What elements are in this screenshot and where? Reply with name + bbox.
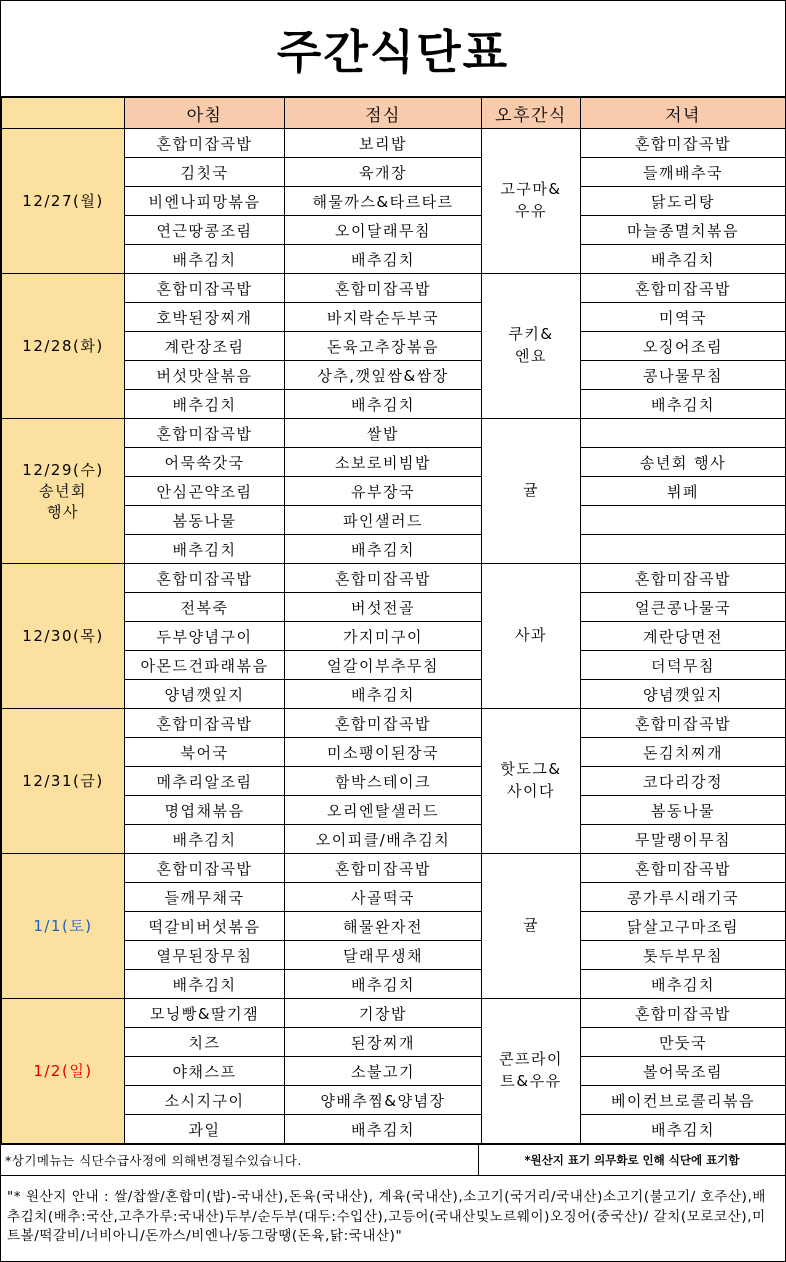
lunch-item: 양배추찜&양념장 bbox=[285, 1086, 482, 1115]
breakfast-item: 어묵쑥갓국 bbox=[125, 448, 285, 477]
dinner-item: 배추김치 bbox=[581, 390, 786, 419]
lunch-item: 해물완자전 bbox=[285, 912, 482, 941]
header-breakfast: 아침 bbox=[125, 98, 285, 129]
dinner-item: 배추김치 bbox=[581, 1115, 786, 1144]
snack-item: 귤 bbox=[482, 854, 581, 999]
lunch-item: 바지락순두부국 bbox=[285, 303, 482, 332]
breakfast-item: 배추김치 bbox=[125, 535, 285, 564]
lunch-item: 소보로비빔밥 bbox=[285, 448, 482, 477]
breakfast-item: 과일 bbox=[125, 1115, 285, 1144]
breakfast-item: 혼합미잡곡밥 bbox=[125, 564, 285, 593]
snack-item: 귤 bbox=[482, 419, 581, 564]
dinner-item: 혼합미잡곡밥 bbox=[581, 274, 786, 303]
dinner-item: 무말랭이무침 bbox=[581, 825, 786, 854]
dinner-item bbox=[581, 419, 786, 448]
breakfast-item: 배추김치 bbox=[125, 970, 285, 999]
lunch-item: 배추김치 bbox=[285, 390, 482, 419]
day-label: 12/31(금) bbox=[2, 709, 125, 854]
weekly-menu-table bbox=[1, 97, 786, 1144]
lunch-item: 배추김치 bbox=[285, 970, 482, 999]
lunch-item: 배추김치 bbox=[285, 245, 482, 274]
dinner-item: 베이컨브로콜리볶음 bbox=[581, 1086, 786, 1115]
lunch-item: 혼합미잡곡밥 bbox=[285, 274, 482, 303]
change-notice: *상기메뉴는 식단수급사정에 의해변경될수있습니다. bbox=[1, 1145, 479, 1175]
dinner-item: 혼합미잡곡밥 bbox=[581, 564, 786, 593]
snack-item: 사과 bbox=[482, 564, 581, 709]
breakfast-item: 호박된장찌개 bbox=[125, 303, 285, 332]
day-label: 1/1(토) bbox=[2, 854, 125, 999]
lunch-item: 미소팽이된장국 bbox=[285, 738, 482, 767]
dinner-item: 혼합미잡곡밥 bbox=[581, 709, 786, 738]
breakfast-item: 봄동나물 bbox=[125, 506, 285, 535]
breakfast-item: 혼합미잡곡밥 bbox=[125, 274, 285, 303]
lunch-item: 유부장국 bbox=[285, 477, 482, 506]
day-label: 1/2(일) bbox=[2, 999, 125, 1144]
dinner-item: 혼합미잡곡밥 bbox=[581, 854, 786, 883]
breakfast-item: 들깨무채국 bbox=[125, 883, 285, 912]
day-label: 12/30(목) bbox=[2, 564, 125, 709]
menu-row bbox=[2, 999, 786, 1028]
breakfast-item: 안심곤약조림 bbox=[125, 477, 285, 506]
lunch-item: 돈육고추장볶음 bbox=[285, 332, 482, 361]
breakfast-item: 김칫국 bbox=[125, 158, 285, 187]
dinner-item: 얼큰콩나물국 bbox=[581, 593, 786, 622]
dinner-item: 송년회 행사 bbox=[581, 448, 786, 477]
dinner-item: 닭도리탕 bbox=[581, 187, 786, 216]
lunch-item: 달래무생채 bbox=[285, 941, 482, 970]
breakfast-item: 양념깻잎지 bbox=[125, 680, 285, 709]
dinner-item: 혼합미잡곡밥 bbox=[581, 999, 786, 1028]
dinner-item: 미역국 bbox=[581, 303, 786, 332]
lunch-item: 육개장 bbox=[285, 158, 482, 187]
notes-row bbox=[1, 1144, 785, 1176]
lunch-item: 배추김치 bbox=[285, 680, 482, 709]
dinner-item: 콩나물무침 bbox=[581, 361, 786, 390]
menu-body bbox=[2, 129, 786, 1144]
lunch-item: 혼합미잡곡밥 bbox=[285, 854, 482, 883]
dinner-item: 돈김치찌개 bbox=[581, 738, 786, 767]
breakfast-item: 배추김치 bbox=[125, 245, 285, 274]
breakfast-item: 열무된장무침 bbox=[125, 941, 285, 970]
day-label: 12/27(월) bbox=[2, 129, 125, 274]
snack-item: 핫도그& 사이다 bbox=[482, 709, 581, 854]
lunch-item: 얼갈이부추무침 bbox=[285, 651, 482, 680]
header-snack: 오후간식 bbox=[482, 98, 581, 129]
dinner-item: 더덕무침 bbox=[581, 651, 786, 680]
breakfast-item: 치즈 bbox=[125, 1028, 285, 1057]
dinner-item: 오징어조림 bbox=[581, 332, 786, 361]
origin-info: "* 원산지 안내 : 쌀/찹쌀/혼합미(밥)-국내산),돈육(국내산), 계육(국내산),소고기(국거리/국내산)소고기(불고기/ 호주산),배추김치(배추:국산,고추가루:국내산)두부/순두부(대두:수입산),고등어(국내산및노르웨이)오징어(중국산)/ 갈치(모로코산),미트볼/떡갈비/너비아니/돈까스/비엔나/동그랑땡(돈육,닭:국내산)" bbox=[7, 1189, 767, 1245]
breakfast-item: 연근땅콩조림 bbox=[125, 216, 285, 245]
lunch-item: 배추김치 bbox=[285, 1115, 482, 1144]
menu-row bbox=[2, 274, 786, 303]
menu-row bbox=[2, 709, 786, 738]
lunch-item: 상추,깻잎쌈&쌈장 bbox=[285, 361, 482, 390]
breakfast-item: 명엽채볶음 bbox=[125, 796, 285, 825]
breakfast-item: 전복죽 bbox=[125, 593, 285, 622]
dinner-item: 배추김치 bbox=[581, 970, 786, 999]
breakfast-item: 모닝빵&딸기잼 bbox=[125, 999, 285, 1028]
snack-item: 쿠키& 엔요 bbox=[482, 274, 581, 419]
lunch-item: 사골떡국 bbox=[285, 883, 482, 912]
breakfast-item: 혼합미잡곡밥 bbox=[125, 419, 285, 448]
dinner-item: 들깨배추국 bbox=[581, 158, 786, 187]
breakfast-item: 아몬드건파래볶음 bbox=[125, 651, 285, 680]
lunch-item: 함박스테이크 bbox=[285, 767, 482, 796]
dinner-item: 계란당면전 bbox=[581, 622, 786, 651]
dinner-item: 닭살고구마조림 bbox=[581, 912, 786, 941]
lunch-item: 된장찌개 bbox=[285, 1028, 482, 1057]
menu-row bbox=[2, 564, 786, 593]
dinner-item bbox=[581, 506, 786, 535]
menu-row bbox=[2, 129, 786, 158]
header-lunch: 점심 bbox=[285, 98, 482, 129]
breakfast-item: 배추김치 bbox=[125, 825, 285, 854]
day-label: 12/29(수) 송년회 행사 bbox=[2, 419, 125, 564]
breakfast-item: 두부양념구이 bbox=[125, 622, 285, 651]
breakfast-item: 메추리알조림 bbox=[125, 767, 285, 796]
day-label: 12/28(화) bbox=[2, 274, 125, 419]
lunch-item: 오이피클/배추김치 bbox=[285, 825, 482, 854]
dinner-item: 배추김치 bbox=[581, 245, 786, 274]
breakfast-item: 버섯맛살볶음 bbox=[125, 361, 285, 390]
breakfast-item: 야채스프 bbox=[125, 1057, 285, 1086]
lunch-item: 가지미구이 bbox=[285, 622, 482, 651]
snack-item: 콘프라이 트&우유 bbox=[482, 999, 581, 1144]
dinner-item: 만둣국 bbox=[581, 1028, 786, 1057]
lunch-item: 오이달래무침 bbox=[285, 216, 482, 245]
breakfast-item: 혼합미잡곡밥 bbox=[125, 709, 285, 738]
breakfast-item: 혼합미잡곡밥 bbox=[125, 854, 285, 883]
lunch-item: 기장밥 bbox=[285, 999, 482, 1028]
dinner-item: 혼합미잡곡밥 bbox=[581, 129, 786, 158]
dinner-item: 양념깻잎지 bbox=[581, 680, 786, 709]
dinner-item: 뷔페 bbox=[581, 477, 786, 506]
lunch-item: 버섯전골 bbox=[285, 593, 482, 622]
dinner-item bbox=[581, 535, 786, 564]
lunch-item: 배추김치 bbox=[285, 535, 482, 564]
lunch-item: 혼합미잡곡밥 bbox=[285, 709, 482, 738]
breakfast-item: 북어국 bbox=[125, 738, 285, 767]
dinner-item: 톳두부무침 bbox=[581, 941, 786, 970]
page-title: 주간식단표 bbox=[1, 1, 785, 97]
lunch-item: 파인샐러드 bbox=[285, 506, 482, 535]
dinner-item: 마늘종멸치볶음 bbox=[581, 216, 786, 245]
lunch-item: 해물까스&타르타르 bbox=[285, 187, 482, 216]
lunch-item: 소불고기 bbox=[285, 1057, 482, 1086]
lunch-item: 보리밥 bbox=[285, 129, 482, 158]
breakfast-item: 비엔나피망볶음 bbox=[125, 187, 285, 216]
dinner-item: 볼어묵조림 bbox=[581, 1057, 786, 1086]
breakfast-item: 계란장조림 bbox=[125, 332, 285, 361]
header-row bbox=[2, 98, 786, 129]
lunch-item: 오리엔탈샐러드 bbox=[285, 796, 482, 825]
dinner-item: 봄동나물 bbox=[581, 796, 786, 825]
dinner-item: 코다리강정 bbox=[581, 767, 786, 796]
header-dinner: 저녁 bbox=[581, 98, 786, 129]
dinner-item: 콩가루시래기국 bbox=[581, 883, 786, 912]
breakfast-item: 혼합미잡곡밥 bbox=[125, 129, 285, 158]
breakfast-item: 떡갈비버섯볶음 bbox=[125, 912, 285, 941]
origin-notice: *원산지 표기 의무화로 인해 식단에 표기함 bbox=[524, 1153, 740, 1167]
menu-row bbox=[2, 854, 786, 883]
lunch-item: 쌀밥 bbox=[285, 419, 482, 448]
menu-row bbox=[2, 419, 786, 448]
breakfast-item: 배추김치 bbox=[125, 390, 285, 419]
snack-item: 고구마& 우유 bbox=[482, 129, 581, 274]
header-corner bbox=[2, 98, 125, 129]
breakfast-item: 소시지구이 bbox=[125, 1086, 285, 1115]
lunch-item: 혼합미잡곡밥 bbox=[285, 564, 482, 593]
